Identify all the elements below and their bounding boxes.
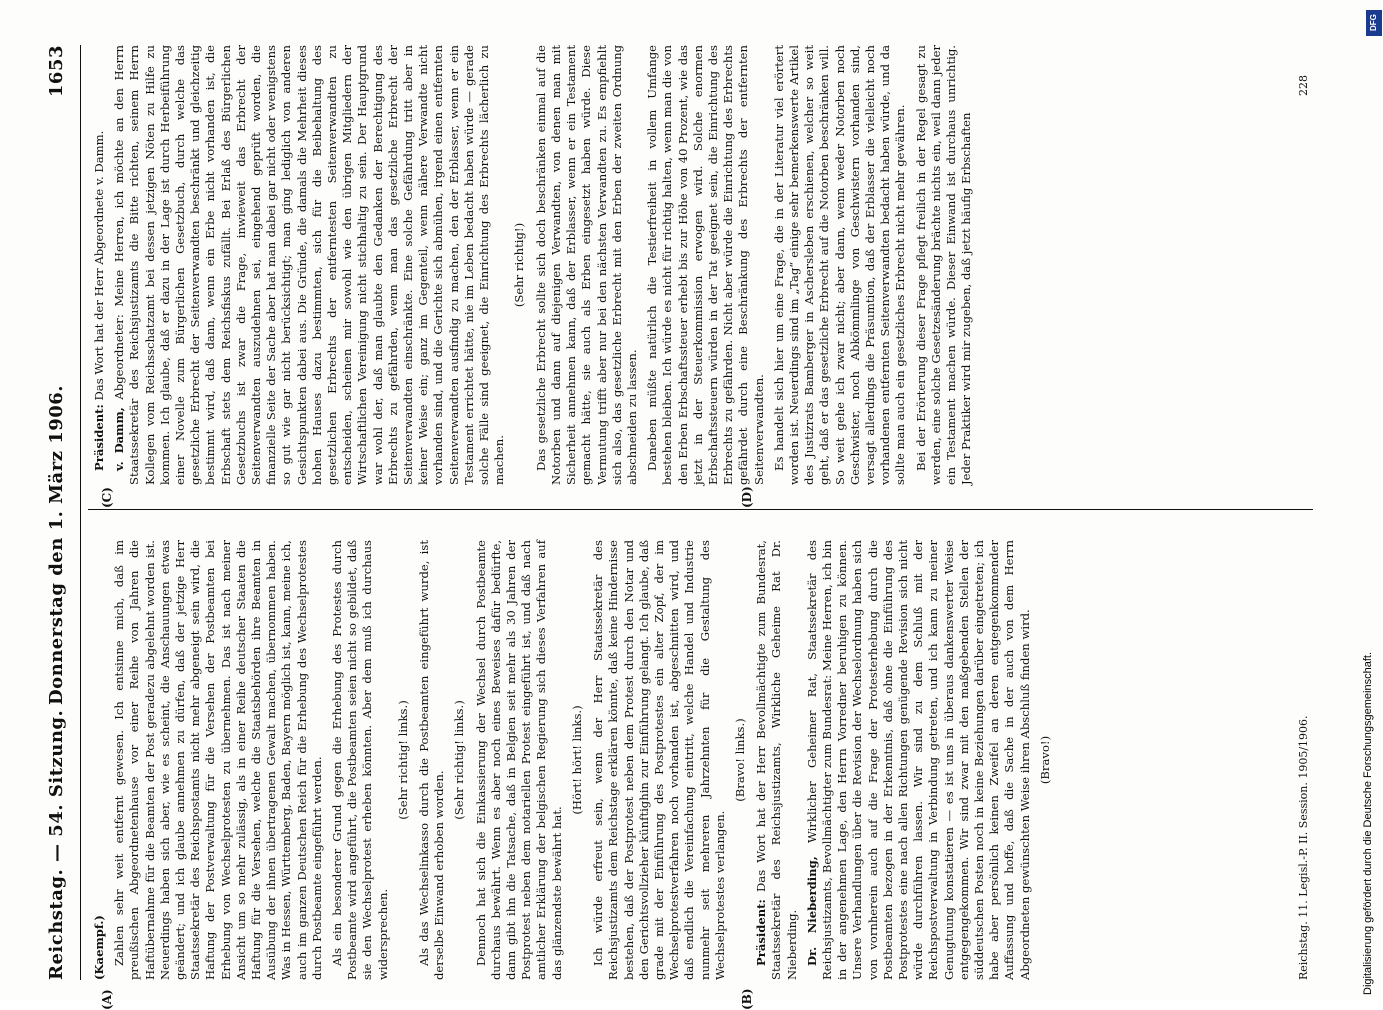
right-column	[92, 45, 979, 485]
header-left: Reichstag. — 54. Sitzung.	[46, 710, 67, 980]
paragraph: Daneben müßte natürlich die Testierfreiheit in vollem Umfange bestehen bleiben. Ich würde es nicht für richtig halten, wenn man die von den Erben Erbschaftssteuer erhebt bis zur Höhe von 40 Prozent, wie das jetzt in der Steuerkommission erwogen wird. Solche enormen Erbschaftssteuern würden in der Tat geeignet sein, die Einrichtung des Erbrechts zu gefährden. Nicht aber würde die Einrichtung des Erbrechts gefährdet durch eine Beschränkung des Erbrechts der entfernten Seitenverwandten.	[645, 45, 767, 485]
reaction: (Hört! hört! links.)	[570, 540, 585, 980]
speaker-name: v. Damm,	[112, 407, 126, 471]
digitization-credit: Digitalisierung gefördert durch die Deutsche Forschungsgemeinschaft.	[1362, 5, 1378, 995]
reaction: (Sehr richtig! links.)	[452, 540, 467, 980]
left-column	[92, 540, 1059, 980]
paragraph	[92, 45, 107, 485]
footer-left: Reichstag. 11. Legisl.-P. II. Session. 1905/1906.	[1297, 715, 1310, 980]
margin-marker-d: (D)	[740, 486, 754, 508]
dfg-logo-icon: DFG	[1366, 10, 1382, 36]
reaction: (Bravo!)	[1038, 540, 1053, 980]
paragraph	[805, 540, 1033, 980]
speech-text: Das Wort hat der Herr Bevollmächtigte zum Bundesrat, Staatssekretär des Reichsjustizamts, Wirkliche Geheime Rat Dr. Nieberding.	[754, 540, 798, 980]
speaker-name: Präsident:	[92, 404, 106, 471]
speech-text: Abgeordneter: Meine Herren, ich möchte an den Herrn Staatssekretär des Reichsjustizamts die Bitte richten, seinem Herrn Kollegen vom Reichsschatzamt bei dessen jetzigen Nöten zu Hilfe zu kommen. Ich glaube, daß er dazu in der Lage ist durch Herbeiführung einer Novelle zum Bürgerlichen Gesetzbuch, durch welche das gesetzliche Erbrecht der Seitenverwandten beschränkt und gleichzeitig bestimmt wird, daß dann, wenn ein Erbe nicht vorhanden ist, die Erbschaft stets dem Reichsfiskus zufällt. Bei Erlaß des Bürgerlichen Gesetzbuchs ist zwar die Frage, inwieweit das Erbrecht der Seitenverwandten auszudehnen sei, eingehend geprüft worden, die finanzielle Seite der Sache aber hat man dabei gar nicht oder wenigstens so gut wie gar nicht berücksichtigt; man ging lediglich von anderen Gesichtspunkten dabei aus. Die Gründe, die damals die Mehrheit dieses hohen Hauses dazu bestimmten, sich für die Beibehaltung des gesetzlichen Erbrechts der entferntesten Seitenverwandten zu entscheiden, scheinen mir sowohl wie den übrigen Mitgliedern der Wirtschaftlichen Vereinigung nicht stichhaltig zu sein. Der Hauptgrund war wohl der, daß man glaubte den Gedanken der Berechtigung des Erbrechts zu gefährden, wenn man das gesetzliche Erbrecht der Seitenverwandten einschränkte. Eine solche Gefährdung tritt aber in keiner Weise ein; ganz im Gegenteil, wenn nähere Verwandte nicht vorhanden sind, und die Gerichte sich abmühen, irgend einen entfernten Seitenverwandten ausfindig zu machen, den der Erblasser, wenn er ein Testament errichtet hätte, nie im Leben bedacht haben würde — gerade solche Fälle sind geeignet, die Einrichtung des Erbrechts lächerlich zu machen.	[112, 45, 506, 485]
reaction: (Sehr richtig! links.)	[396, 540, 411, 980]
footer-sheet-number: 228	[1297, 75, 1310, 96]
reaction: (Sehr richtig!)	[512, 45, 527, 485]
speaker-name: Präsident:	[754, 899, 768, 966]
header-rule	[80, 45, 81, 980]
speech-text: Wirklicher Geheimer Rat, Staatssekretär des Reichsjustizamts, Bevollmächtigter zum Bundesrat: Meine Herren, ich bin in der angenehmen Lage, den Herrn Vorredner beruhigen zu können. Unsere Verhandlungen über die Revision der Wechselordnung haben sich von vornherein auch auf die Frage der Protesterhebung durch die Postbeamten bezogen in der Erkenntnis, daß ohne die Einführung des Postprotestes eine nach allen Richtungen genügende Revision sich nicht würde durchführen lassen. Wir sind zu dem Schluß mit der Reichspostverwaltung in Verbindung getreten, und ich kann zu meiner Genugtuung konstatieren — es ist uns in überaus dankenswerter Weise entgegengekommen. Wir sind zwar mit den maßgebenden Stellen der süddeutschen Posten noch in keine Beziehungen darüber eingetreten; ich habe aber persönlich keinen Zweifel an deren entgegenkommender Auffassung und hoffe, daß die Sache in der auch von dem Herrn Abgeordneten gewünschten Weise ihren Abschluß finden wird.	[805, 540, 1032, 980]
margin-marker-b: (B)	[740, 989, 754, 1010]
paragraph	[112, 45, 507, 485]
paragraph: Es handelt sich hier um eine Frage, die in der Literatur viel erörtert worden ist. Neuerdings sind im „Tag“ einige sehr bemerkenswerte Artikel des Justizrats Bamberger in Aschersleben erschienen, welcher so weit geht, daß er das gesetzliche Erbrecht auf die Notorben beschränken will. So weit gehe ich zwar nicht; aber dann, wenn weder Notorben noch Geschwister, noch Abkömmlinge von Geschwistern vorhanden sind, versagt allerdings die Präsumtion, daß der Erblasser die vielleicht noch vorhandenen entfernten Seitenverwandten bedacht haben würde, und da sollte man auch ein gesetzliches Erbrecht nicht mehr gewähren.	[772, 45, 909, 485]
paragraph: Bei der Erörterung dieser Frage pflegt freilich in der Regel gesagt zu werden, eine solche Gesetzesänderung brächte nichts ein, weil dann jeder ein Testament machen würde. Dieser Einwand ist durchaus unrichtig. Jeder Praktiker wird mir zugeben, daß jetzt häufig Erbschaften	[914, 45, 975, 485]
margin-marker-a: (A)	[100, 989, 114, 1010]
running-header	[40, 45, 80, 980]
paragraph: Als ein besonderer Grund gegen die Erhebung des Protestes durch Postbeamte wird angeführt, die Postbeamten seien nicht so gebildet, daß sie den Wechselprotest erheben könnten. Aber dem muß ich durchaus widersprechen.	[330, 540, 391, 980]
column-separator	[88, 509, 1313, 510]
page-number: 1653	[46, 45, 67, 97]
paragraph: Das gesetzliche Erbrecht sollte sich doch beschränken einmal auf die Notorben und dann auf diejenigen Verwandten, von denen man mit Sicherheit annehmen kann, daß der Erblasser, wenn er ein Testament gemacht hätte, sie auch als Erben eingesetzt haben würde. Diese Vermutung trifft aber nur bei den nächsten Verwandten zu. Es empfiehlt sich also, das gesetzliche Erbrecht mit den Erben der zweiten Ordnung abschneiden zu lassen.	[534, 45, 640, 485]
paragraph: Zahlen sehr weit entfernt gewesen. Ich entsinne mich, daß im preußischen Abgeordnetenhause vor einer Reihe von Jahren die Haftübernahme für die Beamten der Post geradezu abgelehnt worden ist. Neuerdings haben sich aber, wie es scheint, die Anschauungen etwas geändert; und ich glaube annehmen zu dürfen, daß der jetzige Herr Staatssekretär des Reichspostamts nicht mehr abgeneigt sein wird, die Haftung der Postverwaltung für die Versehen der Postbeamten bei Erhebung von Wechselprotesten zu übernehmen. Das ist nach meiner Ansicht um so mehr zulässig, als in einer Reihe deutscher Staaten die Haftung für die Versehen, welche die Staatsbehörden ihre Beamten in Ausübung der ihnen übertragenen Gewalt machen, übernommen haben. Was in Hessen, Württemberg, Baden, Bayern möglich ist, kann, meine ich, auch im ganzen Deutschen Reich für die Erhebung des Wechselprotestes durch Postbeamte eingeführt werden.	[112, 540, 325, 980]
speaker-name: Dr. Nieberding,	[805, 856, 819, 966]
rotated-page-content	[40, 45, 1330, 980]
speech-text: Das Wort hat der Herr Abgeordnete v. Damm.	[92, 131, 106, 401]
speaker-tag: (Kaempf.)	[92, 540, 107, 980]
paragraph	[754, 540, 800, 980]
reaction: (Bravo! links.)	[733, 540, 748, 980]
header-date: Donnerstag den 1. März 1906.	[46, 385, 67, 705]
paragraph: Als das Wechselinkasso durch die Postbeamten eingeführt wurde, ist derselbe Einwand erhoben worden.	[417, 540, 447, 980]
paragraph: Ich würde erfreut sein, wenn der Herr Staatssekretär des Reichsjustizamts dem Reichstage erklären könnte, daß keine Hindernisse bestehen, daß der Postprotest neben dem Protest durch den Notar und den Gerichtsvollzieher künftighin zur Einführung gelangt. Ich glaube, daß grade mit der Einführung des Postprotestes ein alter Zopf, der im Wechselprotestverfahren noch vorhanden ist, abgeschnitten wird, und daß endlich die Vereinfachung eintritt, welche Handel und Industrie nunmehr seit mehreren Jahrzehnten für die Gestaltung des Wechselprotestes verlangen.	[591, 540, 728, 980]
paragraph: Dennoch hat sich die Einkassierung der Wechsel durch Postbeamte durchaus bewährt. Wenn es aber noch eines Beweises dafür bedürfte, dann gibt ihn die Tatsache, daß in Belgien seit mehr als 30 Jahren der Postprotest neben dem notariellen Protest eingeführt ist, und daß nach amtlicher Erklärung der belgischen Regierung sich dieses Verfahren auf das glänzendste bewährt hat.	[474, 540, 565, 980]
margin-marker-c: (C)	[100, 487, 114, 508]
